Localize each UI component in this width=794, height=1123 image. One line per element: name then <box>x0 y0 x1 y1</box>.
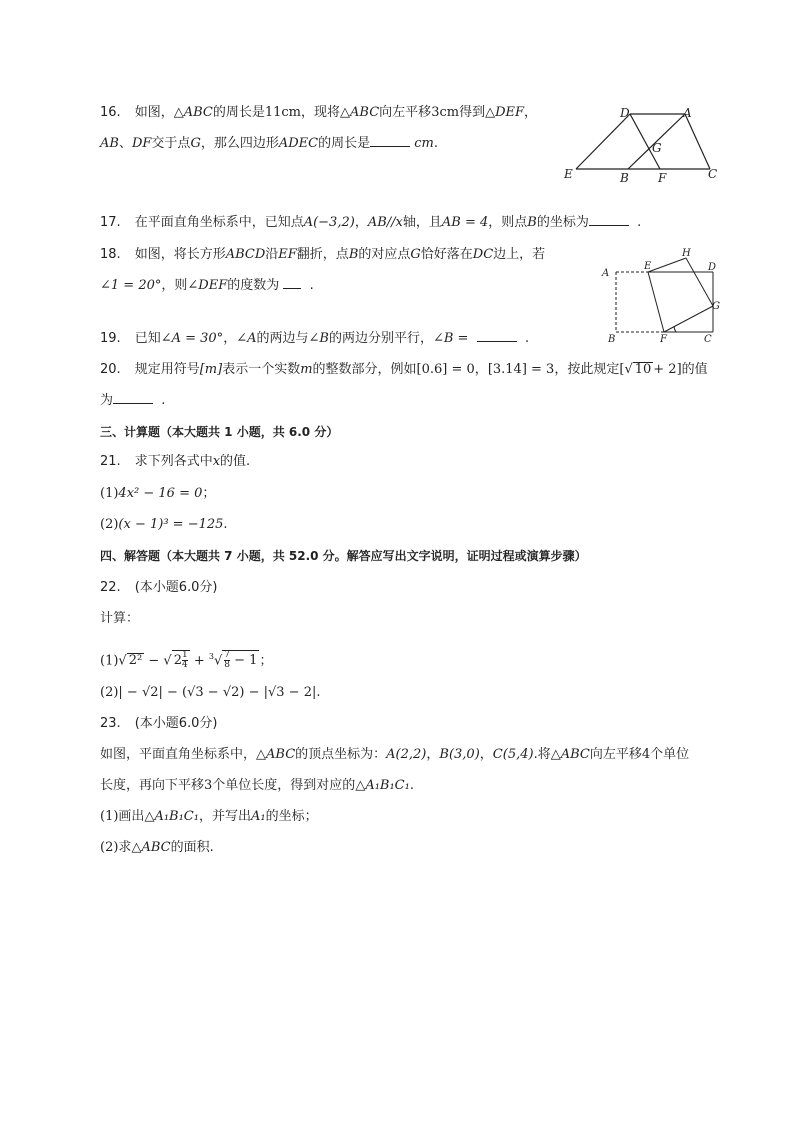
answer-blank[interactable] <box>477 329 517 342</box>
q17-text: ， <box>354 215 368 230</box>
q20-plus: + 2] <box>653 362 682 377</box>
q18-abcd: ABCD <box>225 247 266 262</box>
triangle-symbol: △ <box>485 105 496 120</box>
segment-ac <box>685 114 710 169</box>
fig18-label-d: D <box>708 262 717 273</box>
q23-text: 的坐标； <box>265 809 318 824</box>
q22-fraction1 <box>182 651 188 670</box>
q16-text: 向左平移 <box>379 105 432 120</box>
q23-point-c: C(5,4) <box>492 747 534 762</box>
q22-radicand1: 2² <box>128 653 143 669</box>
q23-point-b: B(3,0) <box>439 747 480 762</box>
q23-text: 的顶点坐标为： <box>295 747 387 762</box>
q23-a1b1c1: A₁B₁C₁ <box>154 809 199 824</box>
q18-text: 沿 <box>265 247 279 262</box>
q16-abc: ABC <box>183 105 213 120</box>
q23-text: ， <box>426 747 440 762</box>
q17-point-b: B <box>527 215 537 230</box>
q19-text: ， <box>223 331 237 346</box>
q20-radicand: 10 <box>634 362 652 377</box>
fig16-label-f: F <box>658 171 667 185</box>
q23-part1-label: (1) <box>100 809 119 824</box>
q22-number: 22. <box>100 580 121 595</box>
triangle-symbol: △ <box>550 747 561 762</box>
q22-part2-label: (2) <box>100 685 119 700</box>
q21-text: ； <box>202 486 216 501</box>
q19-text: 的两边与 <box>256 331 309 346</box>
q20-text: 的整数部分，例如 <box>312 362 417 377</box>
q22-fraction2 <box>224 651 230 670</box>
q22-cube-radicand <box>222 650 259 670</box>
q19-text: 已知 <box>134 331 161 346</box>
q16-adec: ADEC <box>278 136 319 151</box>
fig16-label-a: A <box>683 106 692 120</box>
q20-text: . <box>161 393 166 408</box>
q20-text: 的值 <box>681 362 708 377</box>
q22-minus-one: − 1 <box>234 653 258 669</box>
q21-part2-label: (2) <box>100 517 119 532</box>
q23-part2 <box>100 838 214 858</box>
q21-text: 求下列各式中 <box>134 454 213 469</box>
q18-text: 恰好落在 <box>420 247 473 262</box>
q16-figure <box>560 104 730 186</box>
q19-angle-b-eq: ∠B = <box>432 331 469 346</box>
q23-text: 个单位长度，得到对应的 <box>212 778 356 793</box>
triangle-symbol: △ <box>131 840 142 855</box>
q23-text: ， <box>479 747 493 762</box>
q17-number: 17. <box>100 215 121 230</box>
q19-text: 的两边分别平行， <box>328 331 433 346</box>
q16-text: ，现将 <box>301 105 341 120</box>
q20-m: m <box>300 362 313 377</box>
segment-eh <box>648 258 686 272</box>
q16-perimeter: 11cm <box>264 105 302 120</box>
q22-numerator1: 1 <box>181 650 188 661</box>
q22-denominator2: 8 <box>224 660 231 671</box>
q16-g: G <box>190 136 201 151</box>
q18-g: G <box>410 247 421 262</box>
q23-abc: ABC <box>560 747 590 762</box>
q23-text: 长度，再向下平移 <box>100 778 205 793</box>
q18-number: 18. <box>100 247 121 262</box>
fig18-label-f: F <box>660 334 667 345</box>
q23-text: 向左平移 <box>589 747 642 762</box>
q22-part1: (1)√ 2² − √ 2 $\frac{1}{4}$ + $^3$√ $\frac{7}{8}$ − 1 ； <box>100 650 273 671</box>
q22-part2 <box>100 683 321 703</box>
q20-symbol: [m] <box>199 362 223 377</box>
q19-number: 19. <box>100 331 121 346</box>
q18-def: ∠DEF <box>187 278 228 293</box>
fig18-label-g: G <box>712 301 720 312</box>
triangle-symbol: △ <box>340 105 351 120</box>
q22-denominator1: 4 <box>181 660 188 671</box>
answer-blank[interactable] <box>113 391 153 404</box>
q16-line2 <box>100 134 438 154</box>
triangle-symbol: △ <box>144 809 155 824</box>
q22-text: . <box>316 685 321 700</box>
q22-header <box>100 578 218 598</box>
q16-text: 交于点 <box>151 136 191 151</box>
q23-line1 <box>100 745 689 765</box>
segment-ef <box>648 272 664 332</box>
q21-text: 的值. <box>220 454 251 469</box>
answer-blank[interactable] <box>283 276 301 289</box>
q23-header <box>100 714 218 734</box>
q16-text: 、 <box>118 136 132 151</box>
q23-text: 如图，平面直角坐标系中， <box>100 747 257 762</box>
q17-parallel: AB//x <box>367 215 403 230</box>
fig18-label-e: E <box>644 261 652 272</box>
q23-shift-down: 3 <box>204 778 213 793</box>
q17-length: AB = 4 <box>441 215 489 230</box>
q16-df: DF <box>131 136 152 151</box>
fig16-label-c: C <box>708 167 718 181</box>
segment-fg <box>664 306 713 332</box>
q16-text: 如图， <box>134 105 174 120</box>
q16-text: . <box>433 136 438 151</box>
q22-text: ； <box>259 653 273 669</box>
q23-score: (本小题6.0分) <box>134 716 218 731</box>
q23-a1b1c1: A₁B₁C₁ <box>365 778 410 793</box>
q22-mixed-radicand <box>172 650 190 670</box>
q23-text: .将 <box>533 747 551 762</box>
q18-ef: EF <box>278 247 297 262</box>
q23-abc: ABC <box>141 840 171 855</box>
q23-text: 画出 <box>118 809 145 824</box>
triangle-symbol: △ <box>173 105 184 120</box>
q16-text: 的周长是 <box>318 136 371 151</box>
q18-angle: ∠1 = 20° <box>100 278 162 293</box>
q17-text: 在平面直角坐标系中，已知点 <box>134 215 304 230</box>
q23-point-a: A(2,2) <box>386 747 427 762</box>
q20-text: ，按此规定 <box>554 362 620 377</box>
q22-score: (本小题6.0分) <box>134 580 218 595</box>
q18-line2 <box>100 276 314 296</box>
angle-1-arc <box>674 326 676 332</box>
q20-text: ， <box>474 362 488 377</box>
q19-angle: ∠A = 30° <box>160 331 224 346</box>
fig18-label-c: C <box>704 334 712 345</box>
q17-text: . <box>637 215 642 230</box>
q22-expression2: | − √2| − (√3 − √2) − |√3 − 2| <box>118 685 317 700</box>
q18-figure <box>598 246 728 346</box>
q18-text: ，则 <box>161 278 188 293</box>
section-3-title: 三、计算题（本大题共 1 小题，共 6.0 分） <box>100 425 339 439</box>
q21-number: 21. <box>100 454 121 469</box>
q16-def: DEF <box>495 105 525 120</box>
q18-text: 边上，若 <box>493 247 546 262</box>
q23-a1: A₁ <box>250 809 266 824</box>
q23-text: 个单位 <box>650 747 690 762</box>
q18-line1 <box>100 245 545 265</box>
q21-line <box>100 452 250 472</box>
q19-angle-a: ∠A <box>236 331 257 346</box>
q16-text: 得到 <box>459 105 486 120</box>
q20-line1: 20. 规定用符号[m]表示一个实数m的整数部分，例如[0.6] = 0，[3.14] = 3，按此规定[√ 10 + 2]的值 <box>100 360 708 380</box>
fig16-label-e: E <box>564 167 573 181</box>
q17-text: 轴，且 <box>402 215 442 230</box>
q17-line <box>100 213 641 233</box>
fig16-label-d: D <box>620 106 630 120</box>
q16-line1 <box>100 103 537 123</box>
q16-text: ， <box>524 105 538 120</box>
q18-b: B <box>348 247 359 262</box>
q16-text: ，那么四边形 <box>200 136 279 151</box>
q16-ab: AB <box>100 136 119 151</box>
q23-part2-label: (2) <box>100 840 119 855</box>
q20-text: 规定用符号 <box>134 362 200 377</box>
segment-ed <box>576 114 630 169</box>
q18-text: 翻折，点 <box>296 247 349 262</box>
q23-text: 的面积. <box>170 840 214 855</box>
q21-x: x <box>212 454 221 469</box>
q22-minus: − <box>148 653 160 669</box>
q20-text: 为 <box>100 393 114 408</box>
q17-text: 的坐标为 <box>536 215 589 230</box>
answer-blank[interactable] <box>589 213 629 226</box>
q23-number: 23. <box>100 716 121 731</box>
q20-bracket: [ <box>619 362 625 377</box>
q23-abc: ABC <box>266 747 296 762</box>
q22-plus: + <box>193 653 205 669</box>
triangle-symbol: △ <box>256 747 267 762</box>
q18-text: 的度数为 <box>227 278 280 293</box>
q20-text: 表示一个实数 <box>222 362 301 377</box>
q16-abc: ABC <box>350 105 380 120</box>
q22-part1-label: (1) <box>100 653 119 669</box>
q22-cube-index: 3 <box>208 652 214 661</box>
q23-text: ，并写出 <box>198 809 251 824</box>
fig16-label-g: G <box>652 141 662 155</box>
q16-shift: 3cm <box>431 105 460 120</box>
q16-text: 的周长是 <box>212 105 265 120</box>
q16-unit: cm <box>414 136 434 151</box>
answer-blank[interactable] <box>370 134 410 147</box>
q20-line2 <box>100 391 165 411</box>
q21-text: . <box>223 517 228 532</box>
triangle-symbol: △ <box>355 778 366 793</box>
q19-text: . <box>524 331 530 346</box>
q21-part2 <box>100 515 228 535</box>
q23-text: . <box>409 778 414 793</box>
fig18-label-a: A <box>602 268 610 279</box>
section-4-title: 四、解答题（本大题共 7 小题，共 52.0 分。解答应写出文字说明，证明过程或演算步骤） <box>100 549 587 563</box>
q22-numerator2: 7 <box>224 650 231 661</box>
q23-part1 <box>100 807 318 827</box>
q20-example1: [0.6] = 0 <box>416 362 475 377</box>
q16-number: 16. <box>100 105 121 120</box>
q23-text: 求 <box>118 840 132 855</box>
q21-equation2: (x − 1)³ = −125 <box>118 517 224 532</box>
q22-calc: 计算： <box>100 611 140 626</box>
q18-dc: DC <box>472 247 494 262</box>
fig16-label-b: B <box>620 171 629 185</box>
q21-part1 <box>100 484 215 504</box>
q17-point-a: A(−3,2) <box>303 215 355 230</box>
q18-text: 如图，将长方形 <box>134 247 226 262</box>
q19-line <box>100 329 529 349</box>
q21-part1-label: (1) <box>100 486 119 501</box>
q23-line2 <box>100 776 414 796</box>
fig18-label-h: H <box>682 248 691 259</box>
q20-example2: [3.14] = 3 <box>487 362 555 377</box>
q18-text: . <box>309 278 314 293</box>
fig18-label-b: B <box>608 334 616 345</box>
q21-equation1: 4x² − 16 = 0 <box>118 486 203 501</box>
q23-shift-left: 4 <box>641 747 651 762</box>
q19-angle-b: ∠B <box>308 331 329 346</box>
q20-number: 20. <box>100 362 121 377</box>
q17-text: ，则点 <box>488 215 528 230</box>
q22-whole: 2 <box>173 653 182 669</box>
q18-text: 的对应点 <box>358 247 411 262</box>
